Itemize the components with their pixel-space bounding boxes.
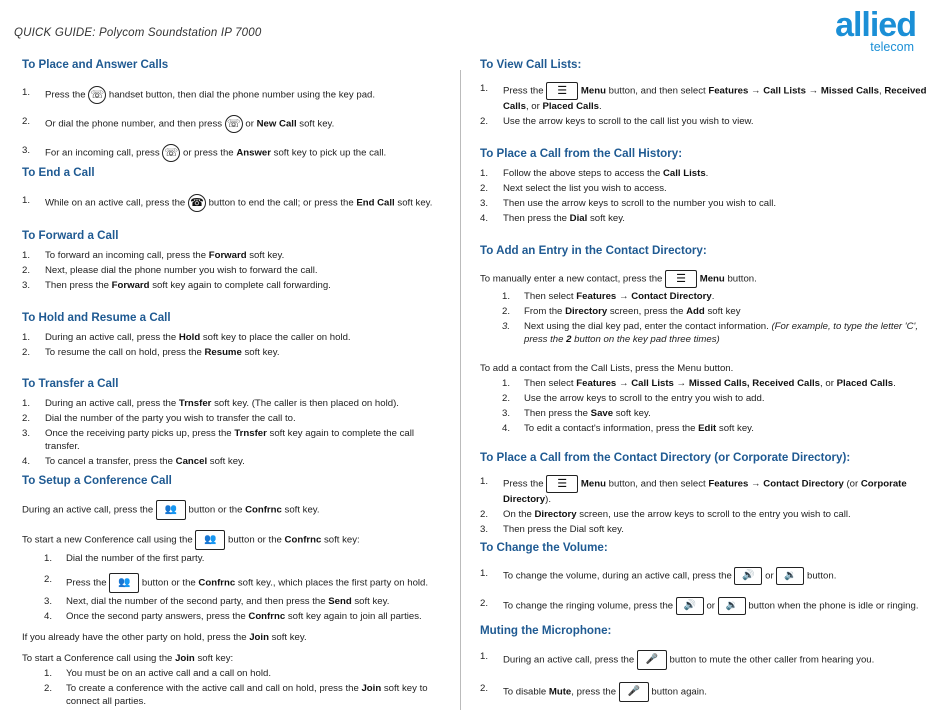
list-item: 1. Then select Features → Call Lists → Missed Calls, Received Calls, or Placed Calls. (502, 378, 896, 389)
paragraph: If you already have the other party on hold, press the Join soft key. (22, 632, 307, 643)
section-hold-resume (22, 310, 442, 359)
list-item: 2. To disable Mute, press the 🎤 button again. (480, 682, 930, 702)
handset-icon: ☏ (162, 144, 180, 162)
section-mute (480, 623, 930, 702)
list-item: 2. To change the ringing volume, press the 🔊 or 🔉 button when the phone is idle or ringing. (480, 597, 930, 615)
list-item: 1. During an active call, press the Trnsfer soft key. (The caller is then placed on hold). (22, 398, 399, 409)
section-place-calls (22, 57, 442, 162)
list-item: 2. To resume the call on hold, press the Resume soft key. (22, 347, 280, 358)
section-call-history (480, 146, 930, 225)
column-divider (460, 70, 461, 710)
heading-mute: Muting the Microphone: (480, 624, 612, 637)
list-item: 3. Then press the Forward soft key again to complete call forwarding. (22, 280, 331, 291)
list-item: 3. Then press the Save soft key. (502, 408, 651, 419)
list-item: 4. To cancel a transfer, press the Cancel soft key. (22, 456, 245, 467)
list-item: 2. To create a conference with the active call and call on hold, press the Join soft key to connect all parties. (44, 683, 428, 707)
list-item: 4. To edit a contact's information, press the Edit soft key. (502, 423, 754, 434)
heading-hold-resume: To Hold and Resume a Call (22, 311, 171, 324)
section-transfer-call (22, 376, 442, 468)
allied-telecom-logo (816, 8, 916, 56)
volume-up-icon: 🔊 (676, 597, 704, 615)
list-item: 2. Use the arrow keys to scroll to the entry you wish to add. (502, 393, 765, 404)
volume-up-icon: 🔊 (734, 567, 762, 585)
conference-icon: 👥 (156, 500, 186, 520)
list-item: 3. For an incoming call, press ☏ or press the Answer soft key to pick up the call. (22, 144, 442, 162)
list-item: 1. Press the ☰ Menu button, and then select Features → Call Lists → Missed Calls, Received Calls, or Placed Calls. (480, 83, 927, 112)
list-item: 1. During an active call, press the Hold soft key to place the caller on hold. (22, 332, 351, 343)
menu-icon: ☰ (665, 270, 697, 288)
conference-icon: 👥 (195, 530, 225, 550)
logo-subtitle: telecom (870, 40, 914, 54)
list-item: 1. Then select Features → Contact Directory. (502, 291, 715, 302)
heading-corporate-directory: To Place a Call from the Contact Directory (or Corporate Directory): (480, 451, 851, 464)
handset-icon: ☏ (88, 86, 106, 104)
heading-end-call: To End a Call (22, 166, 95, 179)
list-item: 1. You must be on an active call and a call on hold. (44, 668, 271, 679)
list-item: 2. Next, please dial the phone number you wish to forward the call. (22, 265, 318, 276)
list-item: 2. From the Directory screen, press the Add soft key (502, 306, 741, 317)
section-conference-call (22, 473, 442, 708)
conference-icon: 👥 (109, 573, 139, 593)
list-item: 1. To change the volume, during an active call, press the 🔊 or 🔉 button. (480, 567, 930, 585)
list-item: 2. On the Directory screen, use the arrow keys to scroll to the entry you wish to call. (480, 509, 851, 520)
list-item: 1. Follow the above steps to access the Call Lists. (480, 168, 709, 179)
list-item: 4. Once the second party answers, press the Confrnc soft key again to join all parties. (44, 611, 422, 622)
list-item: 3. Then use the arrow keys to scroll to the number you wish to call. (480, 198, 777, 209)
section-corporate-directory (480, 450, 930, 536)
list-item: 3. Once the receiving party picks up, press the Trnsfer soft key again to complete the call transfer. (22, 428, 415, 452)
paragraph: To add a contact from the Call Lists, press the Menu button. (480, 363, 734, 374)
section-view-call-lists (480, 57, 930, 128)
list-item: 3. Next using the dial key pad, enter the contact information. (For example, to type the letter 'C', press the 2 button on the key pad three times) (502, 321, 919, 345)
heading-volume: To Change the Volume: (480, 541, 608, 554)
list-item: 3. Then press the Dial soft key. (480, 524, 624, 535)
section-contact-directory (480, 243, 930, 435)
paragraph: To manually enter a new contact, press the ☰ Menu button. (480, 270, 930, 288)
list-item: 2. Press the 👥 button or the Confrnc soft key., which places the first party on hold. (22, 573, 442, 593)
heading-contact-directory: To Add an Entry in the Contact Directory: (480, 244, 707, 257)
paragraph: During an active call, press the 👥 button or the Confrnc soft key. (22, 500, 442, 520)
menu-icon: ☰ (546, 475, 578, 493)
paragraph: To start a Conference call using the Join soft key: (22, 653, 234, 664)
list-item: 1. Press the ☰ Menu button, and then select Features → Contact Directory (or Corporate Directory). (480, 476, 907, 505)
heading-transfer-call: To Transfer a Call (22, 377, 119, 390)
heading-view-call-lists: To View Call Lists: (480, 58, 582, 71)
volume-down-icon: 🔉 (776, 567, 804, 585)
list-item: 2. Or dial the phone number, and then press ☏ or New Call soft key. (22, 115, 442, 133)
end-call-icon: ☎ (188, 194, 206, 212)
section-forward-call (22, 228, 442, 292)
list-item: 2. Next select the list you wish to access. (480, 183, 667, 194)
heading-conference-call: To Setup a Conference Call (22, 474, 172, 487)
handset-icon: ☏ (225, 115, 243, 133)
section-volume (480, 540, 930, 615)
paragraph: To start a new Conference call using the 👥 button or the Confrnc soft key: (22, 530, 442, 550)
list-item: 1. To forward an incoming call, press the Forward soft key. (22, 250, 285, 261)
list-item: 1. Press the ☏ handset button, then dial the phone number using the key pad. (22, 86, 442, 104)
list-item: 2. Dial the number of the party you wish to transfer the call to. (22, 413, 296, 424)
volume-down-icon: 🔉 (718, 597, 746, 615)
list-item: 1. Dial the number of the first party. (44, 553, 205, 564)
section-end-call (22, 165, 442, 212)
logo-wordmark: allied (835, 6, 916, 44)
mute-icon: 🎤 (637, 650, 667, 670)
menu-icon: ☰ (546, 82, 578, 100)
heading-forward-call: To Forward a Call (22, 229, 119, 242)
document-title: QUICK GUIDE: Polycom Soundstation IP 7000 (14, 27, 262, 39)
heading-place-calls: To Place and Answer Calls (22, 58, 169, 71)
heading-call-history: To Place a Call from the Call History: (480, 147, 683, 160)
list-item: 4. Then press the Dial soft key. (480, 213, 625, 224)
list-item: 3. Next, dial the number of the second party, and then press the Send soft key. (44, 596, 390, 607)
list-item: 1. While on an active call, press the ☎ button to end the call; or press the End Call soft key. (22, 194, 442, 212)
list-item: 1. During an active call, press the 🎤 button to mute the other caller from hearing you. (480, 650, 930, 670)
mute-icon: 🎤 (619, 682, 649, 702)
list-item: 2. Use the arrow keys to scroll to the call list you wish to view. (480, 116, 754, 127)
